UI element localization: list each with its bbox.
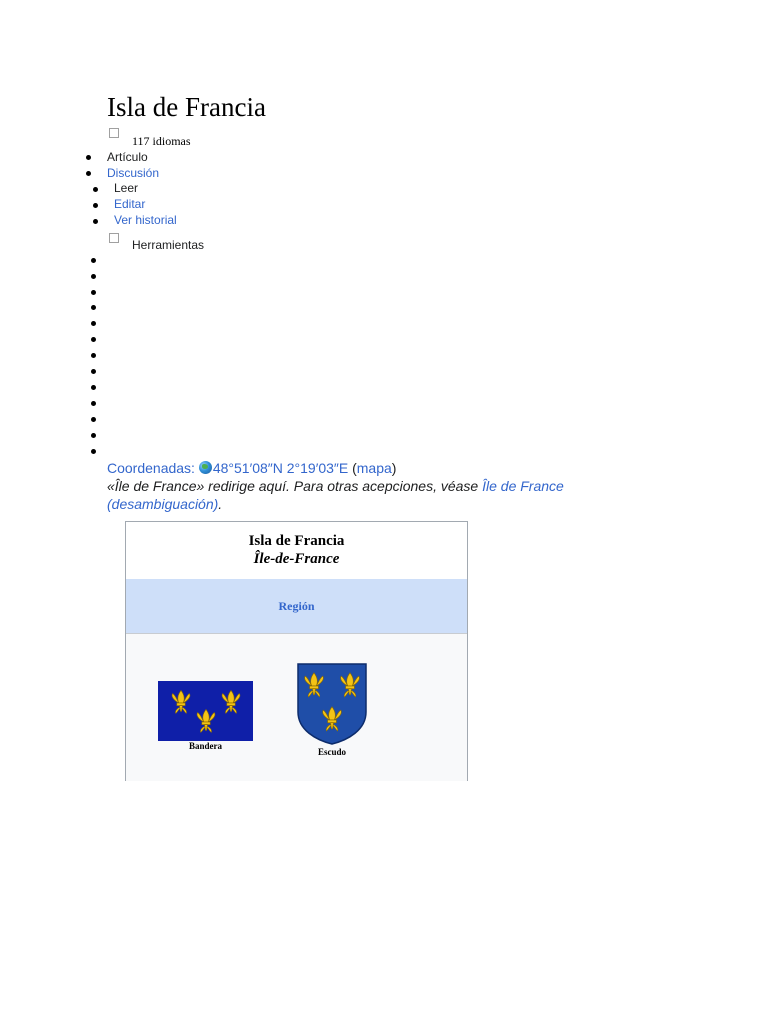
infobox-header [126, 522, 467, 580]
infobox-subtitle: Île-de-France [253, 551, 340, 567]
disambiguation-link-line1[interactable]: Île de France [482, 478, 564, 494]
tab-history[interactable]: Ver historial [114, 213, 177, 227]
list-bullet [93, 187, 98, 192]
flag-image[interactable] [158, 681, 253, 741]
hatnote-line2 [107, 495, 222, 513]
flag-caption: Bandera [188, 741, 222, 751]
list-bullet [91, 305, 96, 310]
tab-edit[interactable]: Editar [114, 197, 146, 211]
infobox-type-band [126, 579, 467, 634]
globe-icon [199, 461, 212, 474]
infobox-title: Isla de Francia [248, 533, 345, 549]
list-bullet [91, 290, 96, 295]
list-bullet [91, 321, 96, 326]
list-bullet [91, 449, 96, 454]
list-bullet [91, 369, 96, 374]
list-bullet [93, 203, 98, 208]
tools-checkbox[interactable] [109, 233, 119, 243]
list-bullet [91, 385, 96, 390]
list-bullet [91, 353, 96, 358]
tab-article[interactable]: Artículo [107, 150, 148, 164]
hatnote-end: . [218, 496, 223, 512]
infobox [125, 521, 468, 781]
close-paren: ) [391, 460, 397, 476]
tools-button[interactable]: Herramientas [132, 238, 205, 252]
list-bullet [86, 155, 91, 160]
tab-discussion[interactable]: Discusión [107, 166, 160, 180]
open-paren: ( [348, 460, 357, 476]
languages-button[interactable]: 117 idiomas [132, 134, 191, 148]
list-bullet [91, 337, 96, 342]
page-title: Isla de Francia [107, 92, 266, 122]
disambiguation-link-line2[interactable]: (desambiguación) [107, 496, 219, 512]
list-bullet [86, 171, 91, 176]
list-bullet [91, 258, 96, 263]
list-bullet [93, 219, 98, 224]
coordinates-line [107, 459, 396, 477]
map-link[interactable]: mapa [356, 460, 392, 476]
coordinates-value-link[interactable]: 48°51′08″N 2°19′03″E [212, 460, 349, 476]
list-bullet [91, 433, 96, 438]
shield-image[interactable] [296, 662, 368, 746]
list-bullet [91, 274, 96, 279]
coordinates-label-link[interactable]: Coordenadas: [107, 460, 195, 476]
tab-read[interactable]: Leer [114, 181, 139, 195]
hatnote-text: «Île de France» redirige aquí. Para otras acepciones, véase [107, 478, 483, 494]
list-bullet [91, 401, 96, 406]
list-bullet [91, 417, 96, 422]
languages-checkbox[interactable] [109, 128, 119, 138]
hatnote [107, 477, 564, 495]
region-link[interactable]: Región [278, 599, 315, 613]
shield-caption: Escudo [317, 747, 346, 757]
